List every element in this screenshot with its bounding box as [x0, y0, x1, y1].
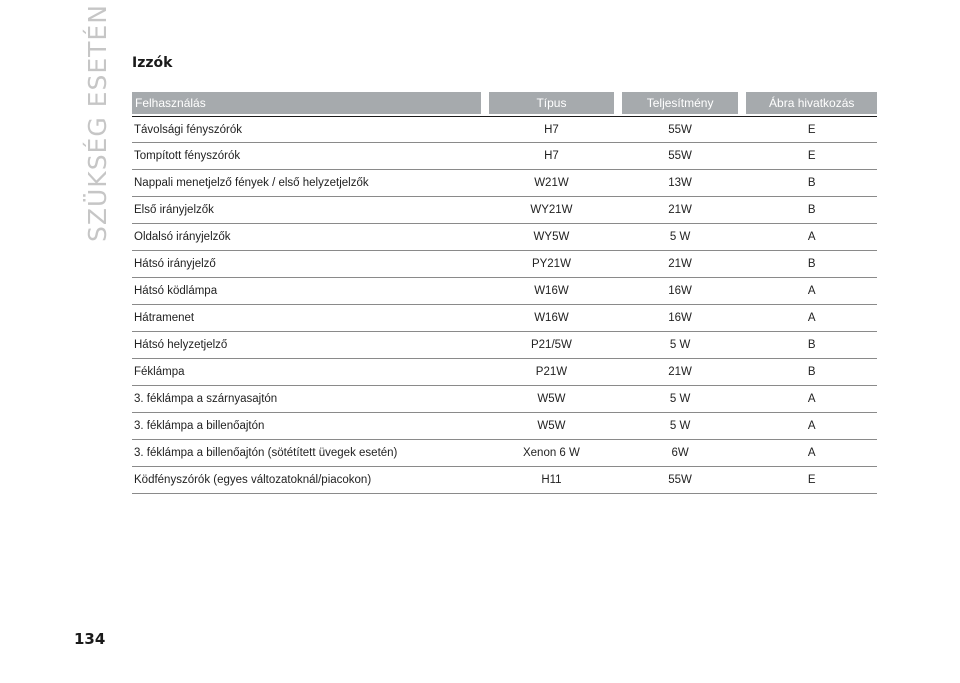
table-row	[132, 359, 877, 386]
table-row	[132, 143, 877, 170]
power-cell: 16W	[668, 285, 692, 297]
type-cell: H11	[541, 474, 562, 486]
figure-reference-cell: A	[807, 231, 816, 243]
type-cell: PY21W	[531, 258, 571, 270]
figure-reference-cell: A	[807, 420, 816, 432]
power-cell: 16W	[668, 312, 692, 324]
table-row	[132, 332, 877, 359]
type-cell: P21/5W	[530, 339, 572, 351]
page-number: 134	[74, 630, 106, 648]
table-row	[132, 413, 877, 440]
column-header-type: Típus	[489, 92, 614, 114]
column-header-power: Teljesítmény	[622, 92, 739, 114]
power-cell: 21W	[668, 204, 692, 216]
power-cell: 5 W	[669, 231, 691, 243]
power-cell: 6W	[671, 447, 689, 459]
power-cell: 55W	[668, 474, 692, 486]
bulb-table	[132, 92, 877, 494]
figure-reference-cell: B	[807, 258, 816, 270]
page-title: Izzók	[132, 55, 173, 71]
type-cell: WY21W	[530, 204, 573, 216]
type-cell: W16W	[534, 312, 569, 324]
type-cell: W5W	[537, 393, 566, 405]
type-cell: H7	[544, 123, 559, 136]
table-row	[132, 116, 877, 143]
section-side-title: SZÜKSÉG ESETÉN	[83, 4, 112, 242]
power-cell: 5 W	[669, 339, 691, 351]
figure-reference-cell: A	[807, 393, 816, 405]
table-row	[132, 197, 877, 224]
type-cell: WY5W	[533, 231, 570, 243]
power-cell: 55W	[668, 150, 692, 162]
usage-cell: Oldalsó irányjelzők	[134, 231, 231, 243]
power-cell: 13W	[668, 177, 692, 189]
column-header-usage: Felhasználás	[132, 92, 481, 114]
type-cell: W5W	[537, 420, 566, 432]
figure-reference-cell: B	[807, 204, 816, 216]
table-body	[132, 116, 877, 494]
usage-cell: 3. féklámpa a billenőajtón	[134, 420, 265, 432]
figure-reference-cell: E	[807, 123, 816, 136]
figure-reference-cell: B	[807, 177, 816, 189]
table-row	[132, 440, 877, 467]
figure-reference-cell: A	[807, 285, 816, 297]
usage-cell: Hátsó irányjelző	[134, 258, 216, 270]
power-cell: 21W	[668, 258, 692, 270]
usage-cell: Távolsági fényszórók	[134, 123, 243, 136]
usage-cell: 3. féklámpa a billenőajtón (sötétített üvegek esetén)	[134, 447, 398, 459]
column-header-figure-reference: Ábra hivatkozás	[746, 92, 877, 114]
usage-cell: 3. féklámpa a szárnyasajtón	[134, 393, 278, 405]
table-row	[132, 224, 877, 251]
table-row	[132, 467, 877, 494]
power-cell: 21W	[668, 366, 692, 378]
type-cell: Xenon 6 W	[522, 447, 580, 459]
figure-reference-cell: B	[807, 339, 816, 351]
usage-cell: Első irányjelzők	[134, 204, 214, 216]
figure-reference-cell: E	[807, 474, 816, 486]
table-row	[132, 170, 877, 197]
usage-cell: Hátsó ködlámpa	[134, 285, 218, 297]
usage-cell: Hátramenet	[134, 312, 195, 324]
table-row	[132, 386, 877, 413]
figure-reference-cell: A	[807, 447, 816, 459]
table-row	[132, 305, 877, 332]
power-cell: 5 W	[669, 393, 691, 405]
type-cell: P21W	[535, 366, 568, 378]
table-row	[132, 251, 877, 278]
power-cell: 5 W	[669, 420, 691, 432]
usage-cell: Hátsó helyzetjelző	[134, 339, 228, 351]
figure-reference-cell: E	[807, 150, 816, 162]
table-header	[132, 92, 877, 114]
usage-cell: Féklámpa	[134, 366, 185, 378]
type-cell: W16W	[534, 285, 569, 297]
type-cell: H7	[544, 150, 559, 162]
power-cell: 55W	[668, 123, 692, 136]
table-row	[132, 278, 877, 305]
figure-reference-cell: A	[807, 312, 816, 324]
figure-reference-cell: B	[807, 366, 816, 378]
type-cell: W21W	[534, 177, 569, 189]
usage-cell: Nappali menetjelző fények / első helyzetjelzők	[134, 177, 369, 189]
usage-cell: Ködfényszórók (egyes változatoknál/piacokon)	[134, 474, 372, 486]
usage-cell: Tompított fényszórók	[134, 150, 241, 162]
